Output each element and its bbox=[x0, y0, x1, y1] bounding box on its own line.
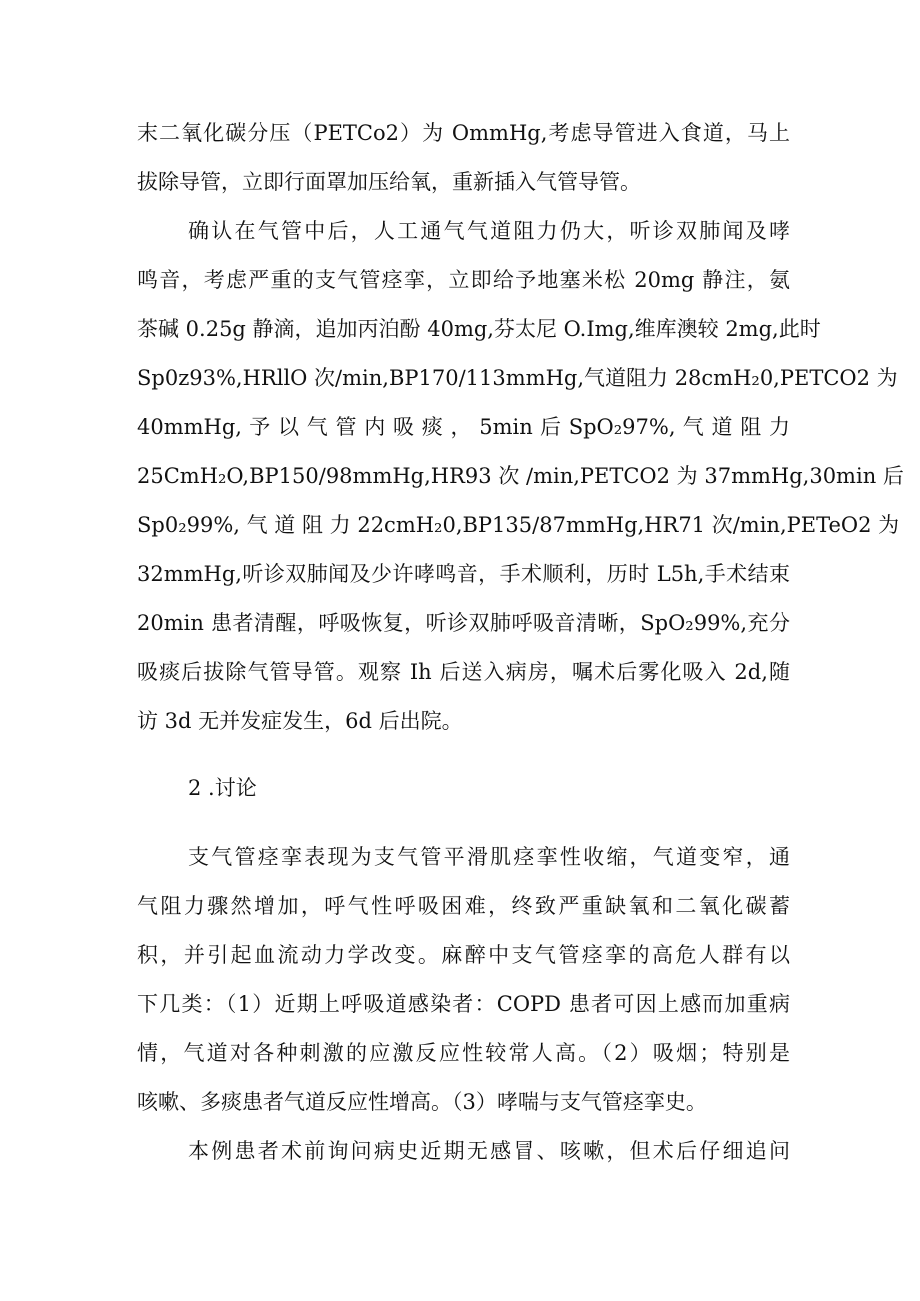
paragraph-start-line: 本例患者术前询问病史近期无感冒、咳嗽，但术后仔细追问 bbox=[188, 1139, 790, 1163]
text-line: 20min 患者清醒，呼吸恢复，听诊双肺呼吸音清晰，SpO₂99%,充分 bbox=[137, 611, 790, 635]
text-line: 32mmHg,听诊双肺闻及少许哮鸣音，手术顺利，历时 L5h,手术结束 bbox=[137, 562, 790, 586]
text-line: 鸣音，考虑严重的支气管痉挛，立即给予地塞米松 20mg 静注，氨 bbox=[137, 268, 790, 292]
text-line: 咳嗽、多痰患者气道反应性增高。（3）哮喘与支气管痉挛史。 bbox=[137, 1090, 707, 1114]
text-line: 气阻力骤然增加，呼气性呼吸困难，终致严重缺氧和二氧化碳蓄 bbox=[137, 894, 790, 918]
text-line: 下几类：（1）近期上呼吸道感染者：COPD 患者可因上感而加重病 bbox=[137, 992, 790, 1016]
section-heading: 2 .讨论 bbox=[188, 776, 257, 800]
text-line: 积，并引起血流动力学改变。麻醉中支气管痉挛的高危人群有以 bbox=[137, 943, 790, 967]
text-line: 拔除导管，立即行面罩加压给氧，重新插入气管导管。 bbox=[137, 170, 641, 194]
text-line: 访 3d 无并发症发生，6d 后出院。 bbox=[137, 709, 463, 733]
text-line: 茶碱 0.25g 静滴，追加丙泊酚 40mg,芬太尼 O.Img,维库澳较 2mg,此时 bbox=[137, 317, 821, 341]
text-line: 情，气道对各种刺激的应激反应性较常人高。（2）吸烟；特别是 bbox=[137, 1041, 790, 1065]
text-line: Sp0₂99%, 气 道 阻 力 22cmH₂0,BP135∕87mmHg,HR71 次∕min,PETeO2 为 bbox=[137, 513, 900, 537]
text-line: 吸痰后拔除气管导管。观察 Ih 后送入病房，嘱术后雾化吸入 2d,随 bbox=[137, 660, 790, 684]
text-line: 40mmHg, 予 以 气 管 内 吸 痰 ， 5min 后 SpO₂97%, 气 道 阻 力 bbox=[137, 415, 790, 439]
text-line: 末二氧化碳分压（PETCo2）为 OmmHg,考虑导管进入食道，马上 bbox=[137, 121, 790, 145]
paragraph-start-line: 确认在气管中后，人工通气气道阻力仍大，听诊双肺闻及哮 bbox=[188, 219, 790, 243]
paragraph-start-line: 支气管痉挛表现为支气管平滑肌痉挛性收缩，气道变窄，通 bbox=[188, 845, 790, 869]
text-line: Sp0z93%,HRllO 次∕min,BP170∕113mmHg,气道阻力 28cmH₂0,PETCO2 为 bbox=[137, 366, 898, 390]
text-line: 25CmH₂O,BP150∕98mmHg,HR93 次 ∕min,PETCO2 为 37mmHg,30min 后 bbox=[137, 464, 904, 488]
